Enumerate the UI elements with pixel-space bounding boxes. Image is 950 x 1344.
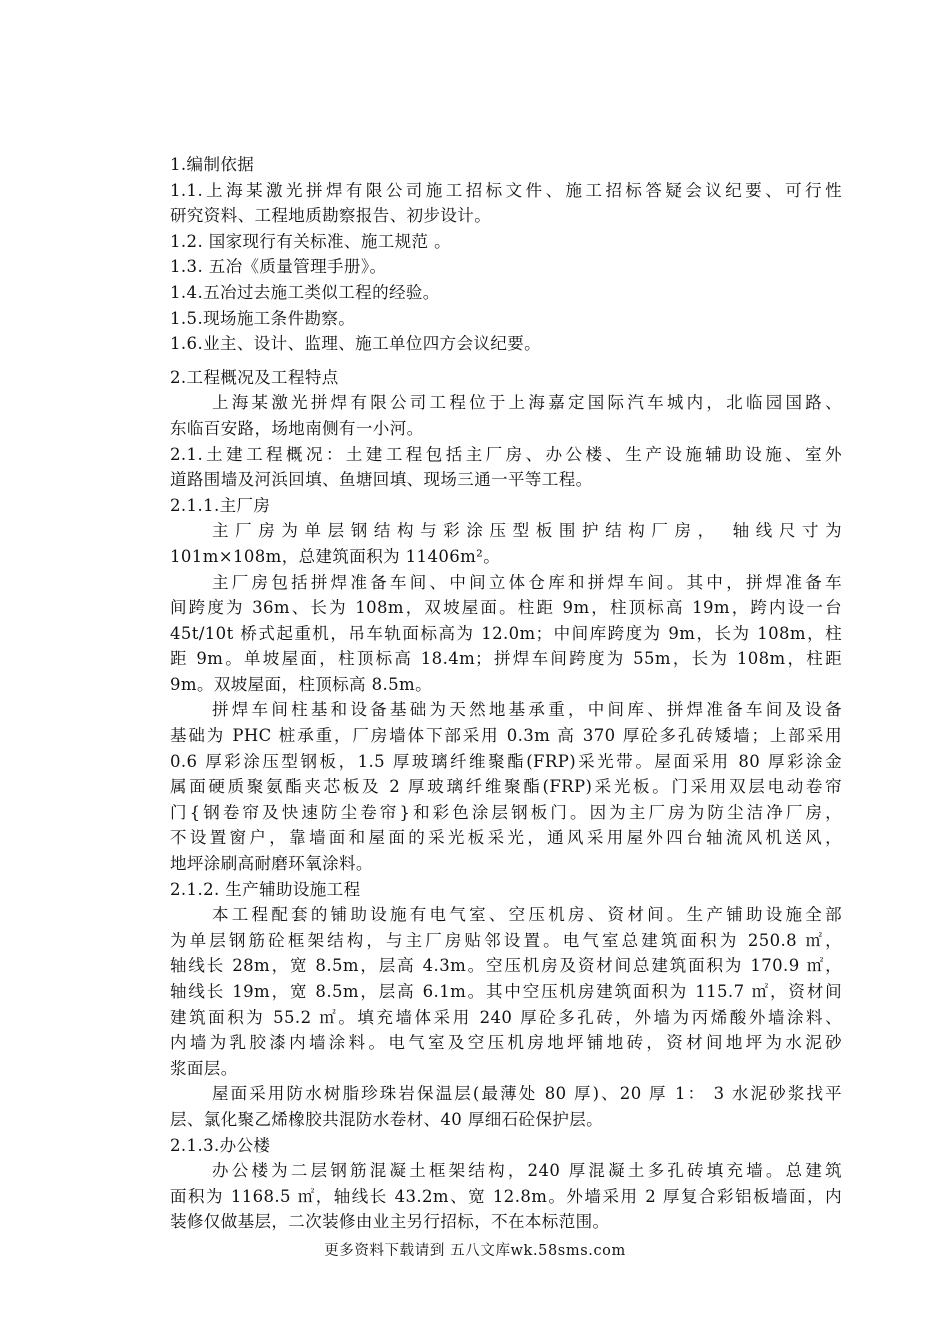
text-line: 屋面采用防水树脂珍珠岩保温层(最薄处 80 厚)、20 厚 1： 3 水泥砂浆找平 [212,1084,842,1104]
text-line: 主厂房为单层钢结构与彩涂压型板围护结构厂房， 轴线尺寸为 [212,521,842,541]
text-line: 间跨度为 36m、长为 108m，双坡屋面。柱距 9m，柱顶标高 19m，跨内设一台 [170,598,842,618]
text-line: 内墙为乳胶漆内墙涂料。电气室及空压机房地坪铺地砖，资材间地坪为水泥砂 [170,1033,842,1053]
text-line: 东临百安路，场地南侧有一小河。 [170,418,424,438]
text-line: 1.2. 国家现行有关标准、施工规范 。 [170,231,451,251]
text-line: 办公楼为二层钢筋混凝土框架结构，240 厚混凝土多孔砖填充墙。总建筑 [212,1161,842,1181]
text-line: 1.3. 五冶《质量管理手册》。 [170,257,387,277]
text-line: 0.6 厚彩涂压型钢板，1.5 厚玻璃纤维聚酯(FRP)采光带。屋面采用 80 厚彩涂金 [170,751,842,771]
text-line: 轴线长 28m，宽 8.5m，层高 4.3m。空压机房及资材间总建筑面积为 170.9 ㎡， [170,956,842,976]
text-line: 距 9m。单坡屋面，柱顶标高 18.4m；拼焊车间跨度为 55m，长为 108m，柱距 [170,649,842,669]
text-line: 轴线长 19m，宽 8.5m，层高 6.1m。其中空压机房建筑面积为 115.7 ㎡，资材间 [170,982,842,1001]
subsection-heading: 2.1.1.主厂房 [170,495,271,515]
text-line: 拼焊车间柱基和设备基础为天然地基承重，中间库、拼焊准备车间及设备 [212,700,842,720]
text-line: 面积为 1168.5 ㎡，轴线长 43.2m、宽 12.8m。外墙采用 2 厚复合彩铝板墙面，内 [170,1186,842,1206]
text-line: 45t/10t 桥式起重机，吊车轨面标高为 12.0m；中间库跨度为 9m，长为 108m，柱 [170,623,842,643]
text-line: 研究资料、工程地质勘察报告、初步设计。 [170,206,492,226]
text-line: 层、氯化聚乙烯橡胶共混防水卷材、40 厚细石砼保护层。 [170,1109,604,1129]
text-line: 1.4.五冶过去施工类似工程的经验。 [170,282,440,302]
text-line: 建筑面积为 55.2 ㎡。填充墙体采用 240 厚砼多孔砖，外墙为丙烯酸外墙涂料、 [170,1007,842,1027]
section-heading: 1.编制依据 [170,155,255,174]
text-line: 上海某激光拼焊有限公司工程位于上海嘉定国际汽车城内，北临园国路、 [212,393,842,413]
text-line: 1.6.业主、设计、监理、施工单位四方会议纪要。 [170,334,542,354]
text-line: 2.1.土建工程概况：土建工程包括主厂房、办公楼、生产设施辅助设施、室外 [170,444,842,464]
text-line: 本工程配套的铺助设施有电气室、空压机房、资材间。生产铺助设施全部 [212,905,842,925]
document-body [170,152,842,1235]
section-heading: 2.工程概况及工程特点 [170,367,339,387]
subsection-heading: 2.1.2. 生产辅助设施工程 [170,879,361,899]
text-line: 基础为 PHC 桩承重，厂房墙体下部采用 0.3m 高 370 厚砼多孔砖矮墙；上部采用 [170,726,842,746]
text-line: 装修仅做基层，二次装修由业主另行招标，不在本标范围。 [170,1212,610,1232]
text-line: 主厂房包括拼焊准备车间、中间立体仓库和拼焊车间。其中，拼焊准备车 [212,572,842,592]
subsection-heading: 2.1.3.办公楼 [170,1135,271,1155]
text-line: 浆面层。 [170,1058,238,1078]
text-line: 1.1.上海某激光拼焊有限公司施工招标文件、施工招标答疑会议纪要、可行性 [170,180,842,200]
text-line: 属面硬质聚氨酯夹芯板及 2 厚玻璃纤维聚酯(FRP)采光板。门采用双层电动卷帘 [170,777,842,797]
text-line: 地坪涂刷高耐磨环氧涂料。 [170,854,373,874]
text-line: 门{钢卷帘及快速防尘卷帘}和彩色涂层钢板门。因为主厂房为防尘洁净厂房， [170,802,842,822]
text-line: 101m×108m，总建筑面积为 11406m²。 [170,546,501,566]
text-line: 不设置窗户，靠墙面和屋面的采光板采光，通风采用屋外四台轴流风机送风， [170,828,842,848]
footer-link-text: 更多资料下载请到 五八文库wk.58sms.com [324,1243,626,1259]
text-line: 道路围墙及河浜回填、鱼塘回填、现场三通一平等工程。 [170,470,593,490]
text-line: 为单层钢筋砼框架结构，与主厂房贴邻设置。电气室总建筑面积为 250.8 ㎡， [170,930,842,950]
text-line: 1.5.现场施工条件勘察。 [170,308,356,328]
text-line: 9m。双坡屋面，柱顶标高 8.5m。 [170,674,432,694]
